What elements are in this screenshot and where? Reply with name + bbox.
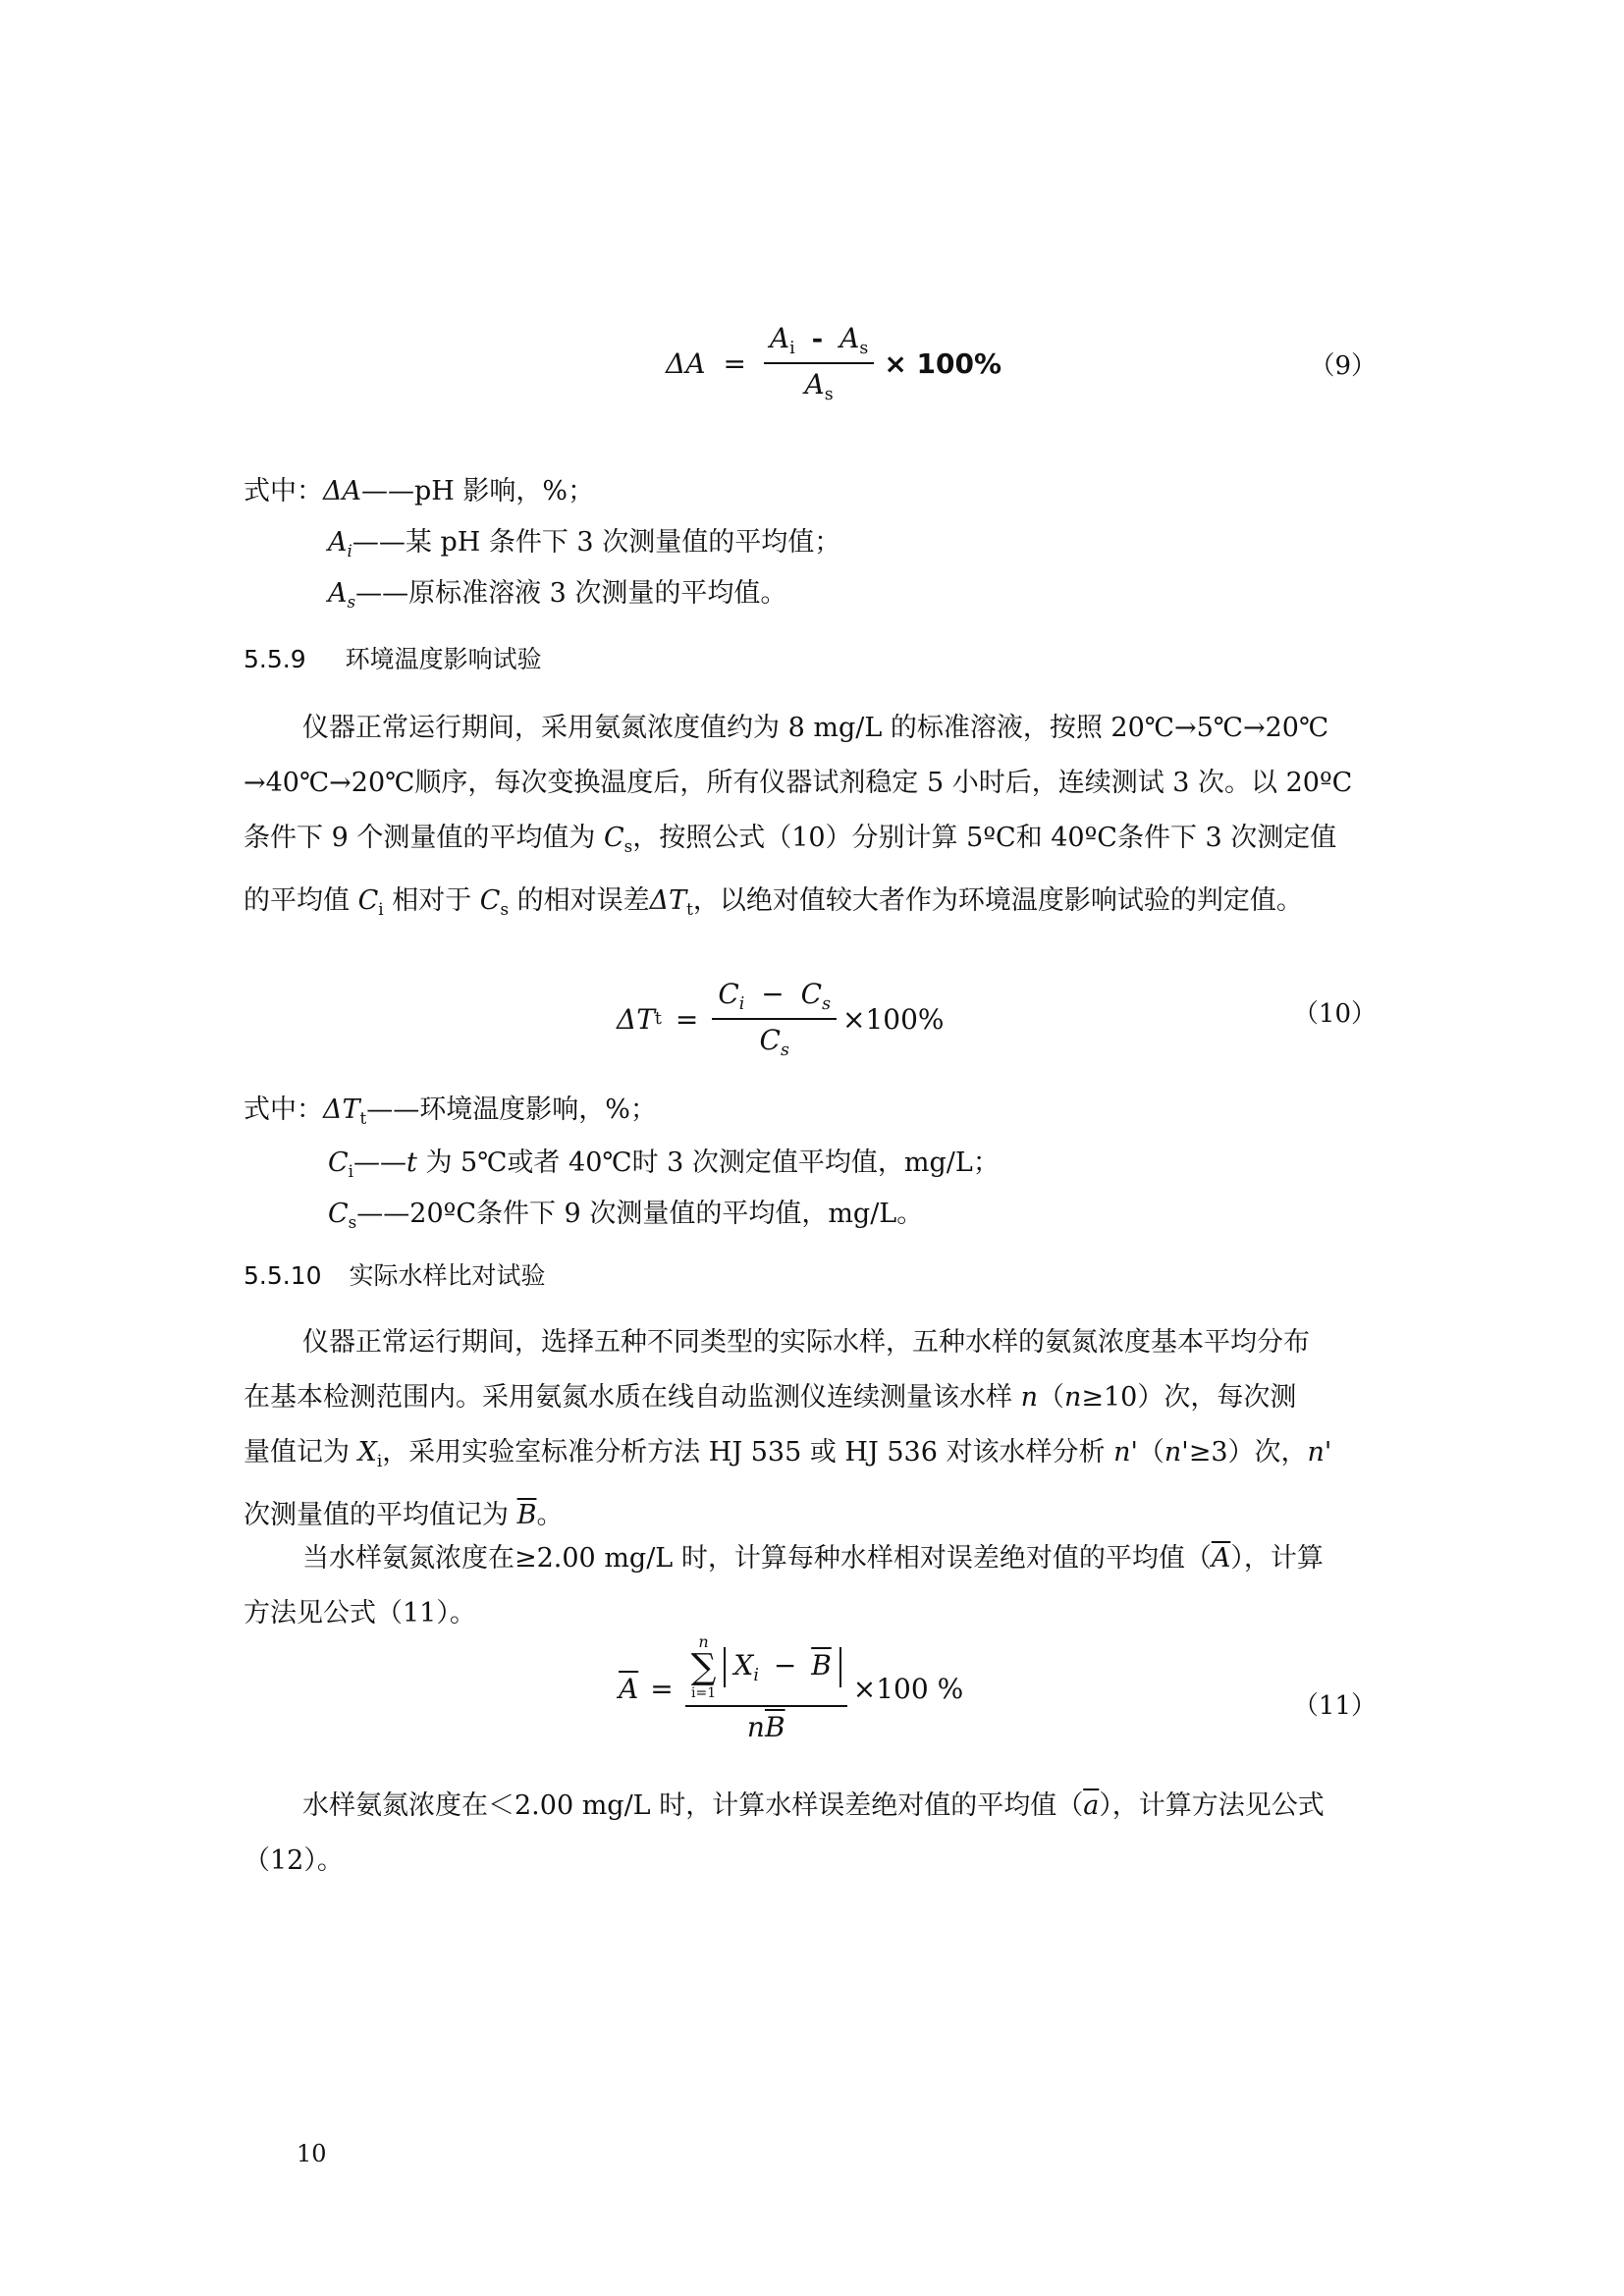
pb-l1b: ），计算方法见公式 [1099, 1790, 1325, 1821]
p5510-l2c: ≥10）次，每次测 [1081, 1382, 1297, 1413]
formula-9-den: A [804, 368, 825, 400]
defs-10-d1-symbol: ΔT [323, 1095, 360, 1125]
p5510-l3-sym: X [357, 1437, 377, 1468]
formula-10-num-b: C [800, 977, 823, 1010]
defs-10-line-3 [328, 1192, 923, 1232]
formula-11-sum [690, 1631, 717, 1701]
defs-9-intro: 式中： [244, 476, 323, 507]
section-5-5-10-title: 实际水样比对试验 [349, 1261, 546, 1290]
formula-10 [244, 972, 1382, 1066]
paragraph-mean-low-line-2: （12）。 [244, 1845, 344, 1876]
p5510-l3-n: n' [1113, 1437, 1138, 1468]
defs-10-d3-text: ——20ºC条件下 9 次测量值的平均值，mg/L。 [356, 1199, 924, 1229]
defs-9-d3-sub: s [347, 591, 356, 612]
p5510-l4b: 。 [536, 1499, 564, 1530]
formula-11-lhs: $\overline{A}$ [619, 1672, 639, 1705]
p5510-l4-sym: $\overline{B}$ [516, 1499, 537, 1530]
defs-10-d1-text: ——环境温度影响，%； [366, 1095, 657, 1125]
formula-10-fraction [712, 978, 837, 1060]
p5510-l3c: （ [1137, 1437, 1164, 1468]
p559-l3-sym: C [603, 823, 624, 853]
p559-l4-sym2: C [479, 884, 501, 916]
formula-10-num-a: C [718, 977, 739, 1010]
formula-11-abs-minus: − [773, 1648, 797, 1682]
p559-l4-sub3: t [686, 898, 693, 919]
formula-11-number: （11） [1292, 1691, 1377, 1721]
formula-9 [244, 316, 1382, 410]
defs-10-d2-dash: —— [353, 1148, 407, 1178]
p5510-l3d: ≥3）次， [1188, 1437, 1308, 1468]
defs-9-d2-sub: i [347, 540, 352, 561]
p5510-l2b: （ [1037, 1382, 1064, 1413]
formula-9-equals: = [723, 347, 746, 380]
paragraph-5-5-9-line-3 [244, 811, 1387, 874]
p559-l4-sym3: ΔT [649, 884, 687, 916]
formula-10-equals: = [675, 1002, 699, 1036]
paragraph-5-5-9-line-1: 仪器正常运行期间，采用氨氮浓度值约为 8 mg/L 的标准溶液，按照 20℃→5℃→20℃ [302, 713, 1329, 743]
section-5-5-10-number: 5.5.10 [244, 1261, 322, 1290]
defs-9-d1-symbol: ΔA [323, 476, 361, 507]
p559-l4-sub1: i [378, 898, 384, 919]
formula-10-num-a-sub: i [738, 994, 745, 1014]
formula-10-minus: − [761, 977, 785, 1010]
formula-9-den-sub: s [824, 385, 834, 405]
paragraph-mean-low [244, 1779, 1387, 1889]
formula-9-num-a: A [769, 321, 790, 354]
p5510-l3-n3: n' [1307, 1437, 1332, 1468]
pa-l1b: ），计算 [1230, 1543, 1324, 1574]
defs-10-d2-symbol: C [328, 1148, 349, 1178]
defs-9-d2-text: ——某 pH 条件下 3 次测量值的平均值； [352, 527, 841, 558]
section-heading-5-5-9 [244, 640, 542, 675]
paragraph-5-5-10-line-3 [244, 1425, 1387, 1488]
formula-11-abs-x: X [733, 1648, 754, 1682]
page-number: 10 [297, 2140, 327, 2167]
pa-l1a: 当水样氨氮浓度在≥2.00 mg/L 时，计算每种水样相对误差绝对值的平均值（ [302, 1543, 1212, 1574]
formula-11-equals: = [650, 1672, 674, 1705]
paragraph-5-5-9 [244, 701, 1387, 936]
formula-11-abs-b: $\overline{B}$ [811, 1648, 832, 1682]
defs-10-line-1 [244, 1088, 657, 1128]
defs-10-line-2 [328, 1141, 1000, 1181]
section-heading-5-5-10 [244, 1256, 546, 1292]
defs-9-d2-symbol: A [328, 527, 348, 558]
defs-10-d2-text: 为 5℃或者 40℃时 3 次测定值平均值，mg/L； [416, 1148, 1000, 1178]
defs-10-d3-symbol: C [328, 1199, 349, 1229]
paragraph-5-5-10-line-1: 仪器正常运行期间，选择五种不同类型的实际水样，五种水样的氨氮浓度基本平均分布 [302, 1327, 1310, 1358]
formula-11-sum-symbol: ∑ [690, 1646, 717, 1687]
paragraph-5-5-10-line-2 [244, 1370, 1387, 1425]
formula-11-abs-x-sub: i [753, 1666, 759, 1686]
formula-11-sum-bottom: i=1 [690, 1684, 717, 1701]
defs-10-d2-t: t [406, 1148, 417, 1178]
formula-10-number: （10） [1292, 999, 1377, 1029]
paragraph-5-5-10 [244, 1315, 1387, 1543]
formula-10-times: ×100% [842, 1002, 945, 1036]
p559-l4a: 的平均值 [244, 884, 358, 916]
formula-11-fraction [685, 1631, 847, 1743]
formula-11 [244, 1625, 1382, 1752]
paragraph-mean-low-line-1 [244, 1779, 1387, 1834]
p5510-l4a: 次测量值的平均值记为 [244, 1499, 517, 1530]
paragraph-5-5-9-line-4 [244, 874, 1387, 936]
p559-l3-sub: s [623, 835, 633, 856]
formula-9-times: × 100% [884, 347, 1002, 380]
defs-9-d3-text: ——原标准溶液 3 次测量的平均值。 [355, 578, 787, 609]
p559-l4c: 的相对误差 [509, 884, 650, 916]
section-5-5-9-title: 环境温度影响试验 [345, 645, 542, 673]
pb-l1a: 水样氨氮浓度在＜2.00 mg/L 时，计算水样误差绝对值的平均值（ [302, 1790, 1084, 1821]
defs-9-d3-symbol: A [328, 578, 348, 609]
formula-11-den-n: n [746, 1710, 765, 1743]
formula-11-times: ×100 % [852, 1672, 964, 1705]
defs-9-line-3 [328, 571, 786, 612]
section-5-5-9-number: 5.5.9 [244, 645, 306, 673]
p5510-l2-n2: n [1063, 1382, 1082, 1413]
p559-l4-sub2: s [500, 898, 510, 919]
formula-9-number: （9） [1309, 351, 1377, 381]
formula-10-den-sub: s [780, 1041, 789, 1061]
formula-11-abs [724, 1647, 840, 1687]
defs-10-intro: 式中： [244, 1095, 323, 1125]
p559-l4d: ，以绝对值较大者作为环境温度影响试验的判定值。 [692, 884, 1303, 916]
paragraph-mean-high-line-2: 方法见公式（11）。 [244, 1598, 476, 1629]
paragraph-mean-high-line-1 [244, 1531, 1387, 1586]
formula-11-den-b: $\overline{B}$ [764, 1710, 785, 1743]
p559-l3a: 条件下 9 个测量值的平均值为 [244, 823, 604, 853]
formula-9-minus: - [811, 321, 824, 354]
formula-9-num-b-sub: s [859, 339, 869, 358]
defs-9-line-2 [328, 520, 840, 561]
formula-9-fraction [764, 322, 874, 404]
defs-10-d1-sub: t [359, 1107, 367, 1128]
p5510-l3-n2: n' [1164, 1437, 1189, 1468]
pa-l1-sym: $\overline{A}$ [1211, 1543, 1231, 1574]
p5510-l2a: 在基本检测范围内。采用氨氮水质在线自动监测仪连续测量该水样 [244, 1382, 1021, 1413]
p5510-l2-n: n [1020, 1382, 1038, 1413]
formula-9-num-a-sub: i [789, 339, 795, 358]
p559-l4b: 相对于 [383, 884, 480, 916]
paragraph-5-5-9-line-2: →40℃→20℃顺序，每次变换温度后，所有仪器试剂稳定 5 小时后，连续测试 3 次。以 20ºC [244, 768, 1353, 798]
p5510-l3a: 量值记为 [244, 1437, 358, 1468]
formula-10-num-b-sub: s [822, 994, 831, 1014]
p5510-l3b: ，采用实验室标准分析方法 HJ 535 或 HJ 536 对该水样分析 [382, 1437, 1114, 1468]
formula-10-lhs: ΔT [617, 1002, 655, 1036]
p559-l3b: ，按照公式（10）分别计算 5ºC和 40ºC条件下 3 次测定值 [632, 823, 1337, 853]
pb-l1-sym: $\overline{a}$ [1083, 1790, 1100, 1821]
formula-11-sum-top: n [698, 1631, 709, 1651]
formula-10-lhs-sub: t [654, 1009, 662, 1029]
defs-9-d1-text: ——pH 影响，%； [361, 476, 595, 507]
p5510-l3-sub: i [376, 1450, 383, 1470]
p559-l4-sym1: C [357, 884, 379, 916]
formula-9-lhs: ΔA [666, 347, 706, 380]
defs-9-line-1 [244, 469, 594, 507]
defs-10-d2-sub: i [348, 1160, 354, 1181]
formula-9-num-b: A [839, 321, 860, 354]
formula-10-den: C [759, 1024, 781, 1056]
defs-10-d3-sub: s [348, 1211, 357, 1232]
